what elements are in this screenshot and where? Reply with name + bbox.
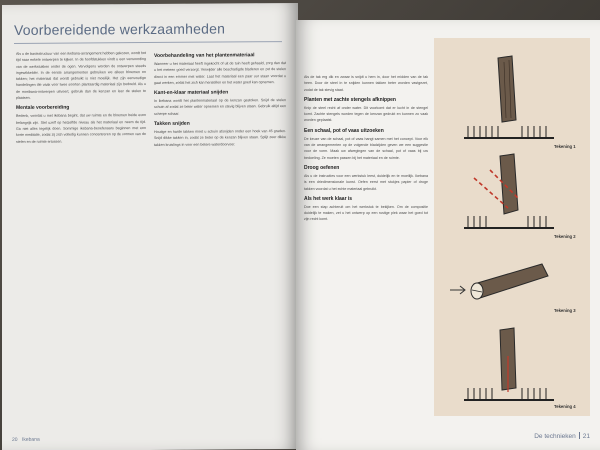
- open-book: [2, 4, 600, 450]
- subheading-soft-stems: Planten met zachte stengels afknippen: [304, 96, 396, 103]
- subheading-cutting: Kant-en-klaar materiaal snijden: [154, 89, 229, 97]
- figure-2-drawing: [464, 154, 554, 228]
- left-column-2: [154, 49, 286, 425]
- branches-paragraph: Houtige en harde takken moet u schuin afsnijden onder een hoek van 45 graden. Snijd dikke takken in, zodat ze beter op de kenzan blijven staan. Splijt zeer dikke takken kruislings in voor een betere waterdoorvoer.: [154, 129, 286, 147]
- figure-4-caption: Tekening 4: [554, 404, 576, 409]
- cutting-paragraph: In ikebana wordt het plantenmateriaal op de kenzan gestoken. Snijd de stelen schuin af zodat ze beter water opnemen en stevig blijven staan. Gebruik altijd een scherpe schaar.: [154, 98, 286, 116]
- subheading-pretreatment: Voorbehandeling van het plantenmateriaal: [154, 52, 255, 59]
- figure-3-caption: Tekening 3: [554, 308, 576, 313]
- figure-3-drawing: [450, 264, 548, 299]
- vase-paragraph: De keuze van de schaal, pot of vaas hangt samen met het concept. Voor elk van de arrangementen op de volgende bladzijden geven we een suggestie voor de vorm. Maak uw afwegingen van de schaal, pot of vaas bij uw bedoeling. Ze moeten passen bij het materiaal en de ruimte.: [304, 136, 428, 160]
- thick-branch-paragraph: Als de tak erg dik en zwaar is snijdt u hem in, door het midden van de tak heen. Door de steel in te snijden kunnen takken beter worden vastgezet, zodat de tak stevig staat.: [304, 75, 428, 92]
- mental-paragraph: Bedenk, voordat u met ikebana begint, dat uw ruimte en de bloemen beide even belangrijk zijn. Stel uzelf op hetzelfde niveau als het materiaal en neem de tijd. Ga niet alles tegelijk doen. Sommige ikebana-beoefenaars beginnen met een korte meditatie, zodat zij zich volledig kunnen concentreren op de vormen van de stelen en de ruimte ertussen.: [16, 113, 146, 144]
- finished-paragraph: Doe een stap achteruit om het werkstuk te bekijken. Om de compositie duidelijk te maken, zet u het ontwerp op een rustige plek waar het goed tot zijn recht komt.: [304, 204, 428, 222]
- figure-1-drawing: [464, 56, 554, 138]
- pretreatment-paragraph: Wanneer u het materiaal heeft ingekocht of uit de tuin heeft gehaald, zorg dan dat u het meteen goed verzorgt. Verwijder alle beschadigde bladeren en zet de stelen direct in een emmer met water. Laat het materiaal een paar uur staan voordat u gaat werken, zodat het zich kan herstellen en het water goed kan opnemen.: [154, 61, 286, 85]
- right-column: [304, 74, 428, 434]
- subheading-practice: Droog oefenen: [304, 164, 340, 171]
- illustration-panel: [434, 38, 590, 416]
- right-running-title: De technieken: [534, 433, 576, 440]
- right-page-number: 21: [582, 433, 590, 440]
- left-column-1: [16, 50, 146, 426]
- page-heading: Voorbereidende werkzaamheden: [14, 20, 226, 38]
- practice-paragraph: Als u de instructies voor een werkstuk leest, duidelijk en te moeilijk. Ikebana is een driedimensionale kunst. Oefen eerst met stukjes papier of droge takken voordat u het echte materiaal gebruikt.: [304, 173, 428, 191]
- subheading-mental: Mentale voorbereiding: [16, 104, 70, 112]
- folio-divider: [579, 432, 580, 439]
- figure-2-caption: Tekening 2: [554, 234, 576, 239]
- heading-rule: [14, 41, 282, 44]
- illustrations: [434, 38, 590, 416]
- left-page: [2, 3, 298, 450]
- figure-4-drawing: [464, 328, 554, 400]
- subheading-finished: Als het werk klaar is: [304, 195, 353, 202]
- right-folio: [534, 432, 590, 440]
- left-running-title: Ikebana: [21, 436, 40, 443]
- right-page: [296, 20, 600, 450]
- intro-paragraph: Als u de basisstructuur van een ikebana-arrangement hebben gekozen, wordt het tijd naar enkele ontwerpen te kijken. In de hoofdstukken vindt u een verwoording van de werkstukken onder de ogen. Vervolgens worden de ontwerpen steeds ingewikkelder. In de eerste arrangementen gebruiken we alleen bloemen en takken; het materiaal dat wordt gebruikt is niet moeilijk. Het zijn eenvoudige handelingen die vaak voor twee soorten plantaardig materiaal zijn bedoeld. Als u de moribana-ontwerpen uitvoert, gebruik dan de kenzan en leer de stelen te plaatsen.: [16, 51, 146, 101]
- soft-stems-paragraph: Knip de steel recht af onder water. Dit voorkomt dat er lucht in de stengel komt. Zachte stengels worden tegen de kenzan gedrukt en kunnen zo vaak worden geplaatst.: [304, 105, 428, 123]
- left-folio: [12, 437, 40, 443]
- figure-1-caption: Tekening 1: [554, 144, 576, 149]
- subheading-vase: Een schaal, pot of vaas uitzoeken: [304, 127, 384, 134]
- left-page-number: 20: [12, 436, 18, 443]
- subheading-branches: Takken snijden: [154, 120, 190, 128]
